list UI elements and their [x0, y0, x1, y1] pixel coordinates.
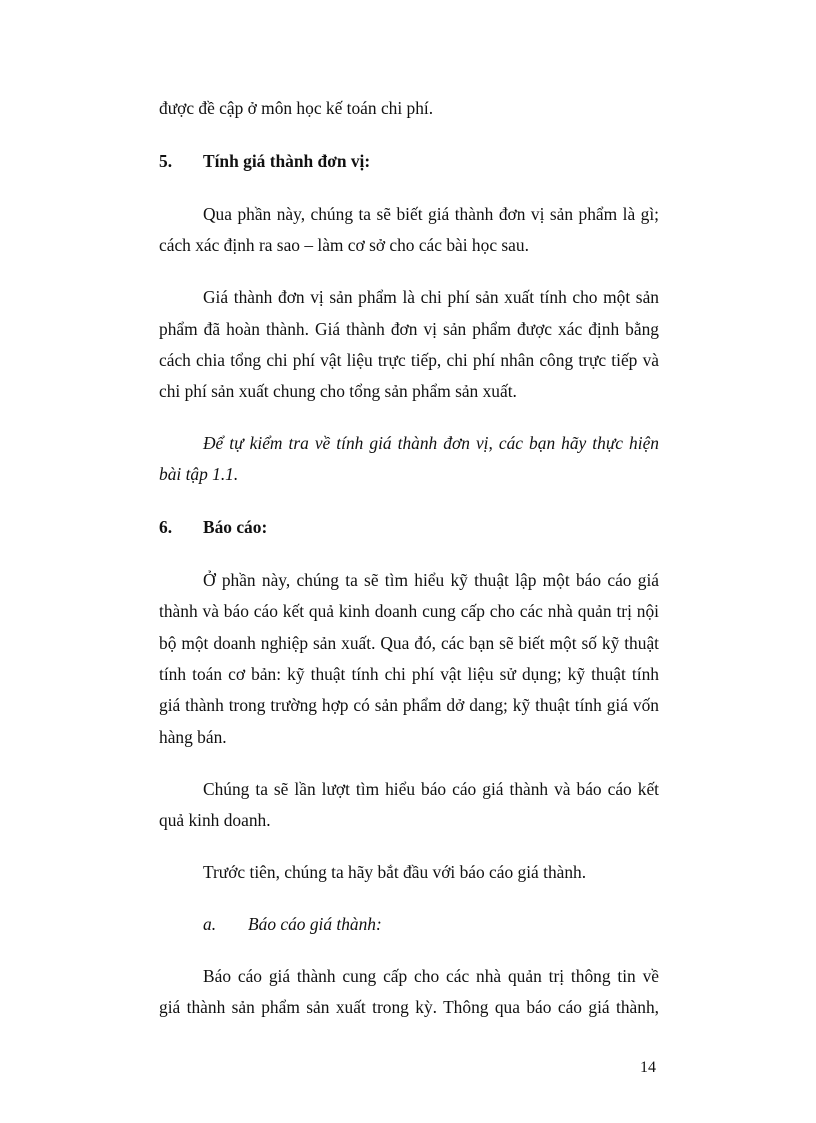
- s5-exercise-line-2: bài tập 1.1.: [159, 464, 239, 484]
- subsection-a-letter: a.: [203, 914, 217, 934]
- section-6-number: 6.: [159, 517, 173, 537]
- subsection-a-title: Báo cáo giá thành:: [248, 914, 382, 934]
- s6-p1-line-4: tính toán cơ bản: kỹ thuật tính chi phí vật liệu sử dụng; kỹ thuật tính: [159, 664, 659, 684]
- section-5-number: 5.: [159, 151, 173, 171]
- page-number: 14: [640, 1059, 656, 1076]
- s5-p1-line-1: Qua phần này, chúng ta sẽ biết giá thành đơn vị sản phẩm là gì;: [203, 204, 659, 224]
- s5-p2-line-1: Giá thành đơn vị sản phẩm là chi phí sản xuất tính cho một sản: [203, 287, 659, 307]
- s5-p2-line-3: cách chia tổng chi phí vật liệu trực tiếp, chi phí nhân công trực tiếp và: [159, 350, 659, 370]
- s6-p1-line-1: Ở phần này, chúng ta sẽ tìm hiểu kỹ thuật lập một báo cáo giá: [203, 570, 659, 590]
- s5-exercise-line-1: Để tự kiểm tra về tính giá thành đơn vị, các bạn hãy thực hiện: [203, 433, 659, 453]
- s6-p1-line-6: hàng bán.: [159, 727, 227, 747]
- s6-p4-line-1: Báo cáo giá thành cung cấp cho các nhà quản trị thông tin về: [203, 966, 659, 986]
- s6-p3-line-1: Trước tiên, chúng ta hãy bắt đầu với báo cáo giá thành.: [203, 862, 587, 882]
- s6-p2-line-2: quả kinh doanh.: [159, 810, 271, 830]
- section-6-title: Báo cáo:: [203, 517, 268, 537]
- s6-p2-line-1: Chúng ta sẽ lần lượt tìm hiểu báo cáo giá thành và báo cáo kết: [203, 779, 659, 799]
- s6-p1-line-5: giá thành trong trường hợp có sản phẩm dở dang; kỹ thuật tính giá vốn: [159, 695, 659, 715]
- s5-p2-line-4: chi phí sản xuất chung cho tổng sản phẩm sản xuất.: [159, 381, 517, 401]
- intro-line: được đề cập ở môn học kế toán chi phí.: [159, 98, 434, 118]
- s6-p4-line-2: giá thành sản phẩm sản xuất trong kỳ. Thông qua báo cáo giá thành,: [159, 997, 659, 1017]
- section-5-title: Tính giá thành đơn vị:: [203, 151, 371, 171]
- s6-p1-line-3: bộ một doanh nghiệp sản xuất. Qua đó, các bạn sẽ biết một số kỹ thuật: [159, 633, 659, 653]
- s6-p1-line-2: thành và báo cáo kết quả kinh doanh cung cấp cho các nhà quản trị nội: [159, 601, 659, 621]
- s5-p2-line-2: phẩm đã hoàn thành. Giá thành đơn vị sản phẩm được xác định bằng: [159, 319, 659, 339]
- s5-p1-line-2: cách xác định ra sao – làm cơ sở cho các bài học sau.: [159, 235, 529, 255]
